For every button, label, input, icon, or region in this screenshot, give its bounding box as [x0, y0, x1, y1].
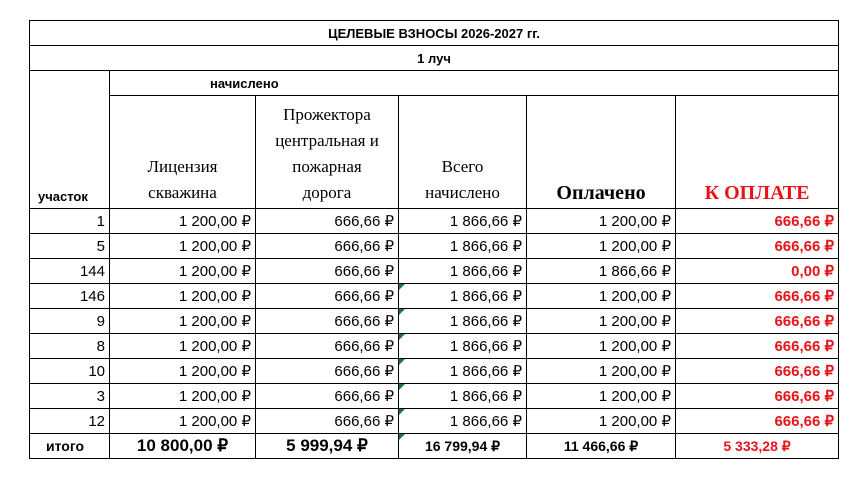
- cell-lights: 666,66 ₽: [256, 334, 399, 359]
- total-license: 10 800,00 ₽: [110, 434, 256, 459]
- cell-lights: 666,66 ₽: [256, 284, 399, 309]
- cell-due: 666,66 ₽: [676, 209, 839, 234]
- cell-paid: 1 866,66 ₽: [527, 259, 676, 284]
- table-row: [30, 284, 839, 309]
- cell-total: 1 866,66 ₽: [399, 409, 527, 434]
- accrued-row: [30, 71, 839, 96]
- cell-total: 1 866,66 ₽: [399, 209, 527, 234]
- cell-license: 1 200,00 ₽: [110, 259, 256, 284]
- cell-lights: 666,66 ₽: [256, 384, 399, 409]
- cell-due: 0,00 ₽: [676, 259, 839, 284]
- cell-paid: 1 200,00 ₽: [527, 209, 676, 234]
- cell-license: 1 200,00 ₽: [110, 409, 256, 434]
- plot-header-spacer: [30, 71, 110, 209]
- cell-plot: 146: [30, 284, 110, 309]
- cell-due: 666,66 ₽: [676, 309, 839, 334]
- table-row: [30, 309, 839, 334]
- cell-total: 1 866,66 ₽: [399, 384, 527, 409]
- cell-paid: 1 200,00 ₽: [527, 234, 676, 259]
- cell-due: 666,66 ₽: [676, 234, 839, 259]
- table-row: [30, 334, 839, 359]
- cell-paid: 1 200,00 ₽: [527, 359, 676, 384]
- cell-plot: 8: [30, 334, 110, 359]
- totals-row: [30, 434, 839, 459]
- cell-due: 666,66 ₽: [676, 409, 839, 434]
- cell-paid: 1 200,00 ₽: [527, 284, 676, 309]
- table-row: [30, 234, 839, 259]
- cell-lights: 666,66 ₽: [256, 259, 399, 284]
- table-row: [30, 259, 839, 284]
- cell-license: 1 200,00 ₽: [110, 359, 256, 384]
- total-paid: 11 466,66 ₽: [527, 434, 676, 459]
- total-due: 5 333,28 ₽: [676, 434, 839, 459]
- cell-plot: 144: [30, 259, 110, 284]
- cell-due: 666,66 ₽: [676, 334, 839, 359]
- cell-plot: 10: [30, 359, 110, 384]
- cell-plot: 9: [30, 309, 110, 334]
- contributions-table: [29, 20, 839, 459]
- cell-lights: 666,66 ₽: [256, 209, 399, 234]
- header-paid: Оплачено: [527, 96, 676, 209]
- table-title: ЦЕЛЕВЫЕ ВЗНОСЫ 2026-2027 гг.: [30, 21, 839, 46]
- cell-due: 666,66 ₽: [676, 359, 839, 384]
- accrued-label: начислено: [110, 71, 839, 96]
- header-total: Всего начислено: [399, 96, 527, 209]
- cell-total: 1 866,66 ₽: [399, 284, 527, 309]
- cell-license: 1 200,00 ₽: [110, 234, 256, 259]
- table-row: [30, 359, 839, 384]
- total-lights: 5 999,94 ₽: [256, 434, 399, 459]
- cell-plot: 3: [30, 384, 110, 409]
- total-label: итого: [30, 434, 110, 459]
- cell-due: 666,66 ₽: [676, 284, 839, 309]
- cell-due: 666,66 ₽: [676, 384, 839, 409]
- cell-license: 1 200,00 ₽: [110, 309, 256, 334]
- header-lights: Прожектора центральная и пожарная дорога: [256, 96, 399, 209]
- cell-total: 1 866,66 ₽: [399, 234, 527, 259]
- header-row: [30, 96, 839, 209]
- cell-plot: 1: [30, 209, 110, 234]
- cell-total: 1 866,66 ₽: [399, 359, 527, 384]
- header-plot: участок: [38, 189, 88, 204]
- table-row: [30, 384, 839, 409]
- table-row: [30, 409, 839, 434]
- cell-paid: 1 200,00 ₽: [527, 384, 676, 409]
- cell-plot: 5: [30, 234, 110, 259]
- cell-license: 1 200,00 ₽: [110, 284, 256, 309]
- table-subtitle: 1 луч: [30, 46, 839, 71]
- cell-lights: 666,66 ₽: [256, 309, 399, 334]
- cell-paid: 1 200,00 ₽: [527, 334, 676, 359]
- cell-total: 1 866,66 ₽: [399, 259, 527, 284]
- header-due: К ОПЛАТЕ: [676, 96, 839, 209]
- total-total: 16 799,94 ₽: [399, 434, 527, 459]
- cell-paid: 1 200,00 ₽: [527, 409, 676, 434]
- cell-total: 1 866,66 ₽: [399, 334, 527, 359]
- title-row: [30, 21, 839, 46]
- cell-paid: 1 200,00 ₽: [527, 309, 676, 334]
- cell-total: 1 866,66 ₽: [399, 309, 527, 334]
- cell-license: 1 200,00 ₽: [110, 384, 256, 409]
- cell-license: 1 200,00 ₽: [110, 334, 256, 359]
- cell-lights: 666,66 ₽: [256, 409, 399, 434]
- cell-plot: 12: [30, 409, 110, 434]
- subtitle-row: [30, 46, 839, 71]
- cell-license: 1 200,00 ₽: [110, 209, 256, 234]
- cell-lights: 666,66 ₽: [256, 234, 399, 259]
- header-license: Лицензия скважина: [110, 96, 256, 209]
- table-row: [30, 209, 839, 234]
- cell-lights: 666,66 ₽: [256, 359, 399, 384]
